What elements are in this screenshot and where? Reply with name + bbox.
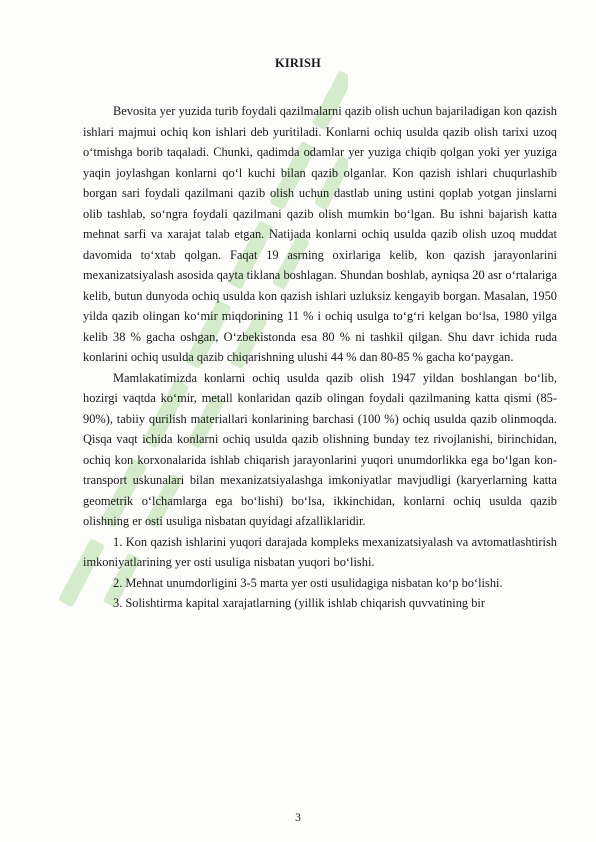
list-item-1: 1. Kon qazish ishlarini yuqori darajada kompleks mexanizatsiyalash va avtomatlashtirish imkoniyatlarining yer osti usuliga nisbatan yuqori bo‘lishi. [83, 534, 557, 569]
paragraph-introduction: Bevosita yer yuzida turib foydali qazilmalarni qazib olish uchun bajariladigan kon qazish ishlari majmui ochiq kon ishlari deb yuritiladi. Konlarni ochiq usulda qazib olish tarixi uzoq o‘tmishga borib taqaladi. Chunki, qadimda odamlar yer yuziga chiqib qolgan yoki yer yuziga yaqin joylashgan konlarni qo‘l kuchi bilan qazib olganlar. Kon qazish ishlari chuqurlashib borgan sari foydali qazilmani qazib olish uchun dastlab uning ustini qoplab yotgan jinslarni olib tashlab, so‘ngra foydali qazilmani qazib olish mumkin bo‘lgan. Bu ishni bajarish katta mehnat sarfi va xarajat talab etgan. Natijada konlarni ochiq usulda qazib olish uzoq muddat davomida to‘xtab qolgan. Faqat 19 asrning oxirlariga kelib, kon qazish jarayonlarini mexanizatsiyalash asosida qayta tiklana boshlagan. Shundan boshlab, ayniqsa 20 asr o‘rtalariga kelib, butun dunyoda ochiq usulda kon qazish ishlari uzluksiz kengayib borgan. Masalan, 1950 yilda qazib olingan ko‘mir miqdorining 11 % i ochiq usulga to‘g‘ri kelgan bo‘lsa, 1980 yilga kelib 38 % gacha oshgan, O‘zbekistonda esa 80 % ni tashkil qilgan. Shu davr ichida ruda konlarini ochiq usulda qazib chiqarishning ulushi 44 % dan 80-85 % gacha ko‘paygan. [83, 104, 557, 364]
paragraph-national-history: Mamlakatimizda konlarni ochiq usulda qazib olish 1947 yildan boshlangan bo‘lib, hozirgi vaqtda ko‘mir, metall konlaridan qazib olingan foydali qazilmaning katta qismi (85-90%), tabiiy qurilish materiallari konlarining barchasi (100 %) ochiq usulda qazib olinmoqda. Qisqa vaqt ichida konlarni ochiq usulda qazib olishning bunday tez rivojlanishi, birinchidan, ochiq kon korxonalarida ishlab chiqarish jarayonlarini yuqori unumdorlikka ega bo‘lgan kon-transport uskunalari bilan mexanizatsiyalashga imkoniyatlar mavjudligi (karyerlarning katta geometrik o‘lchamlarga ega bo‘lishi) bo‘lsa, ikkinchidan, konlarni ochiq usulda qazib olishning er osti usuliga nisbatan quyidagi afzalliklaridir. [83, 370, 557, 528]
body-text [83, 101, 557, 614]
list-item-2: 2. Mehnat unumdorligini 3-5 marta yer osti usulidagiga nisbatan ko‘p bo‘lishi. [113, 575, 503, 590]
list-item-3: 3. Solishtirma kapital xarajatlarning (yillik ishlab chiqarish quvvatining bir [113, 596, 485, 610]
page-number: 3 [295, 812, 301, 824]
page-title: KIRISH [275, 56, 321, 70]
